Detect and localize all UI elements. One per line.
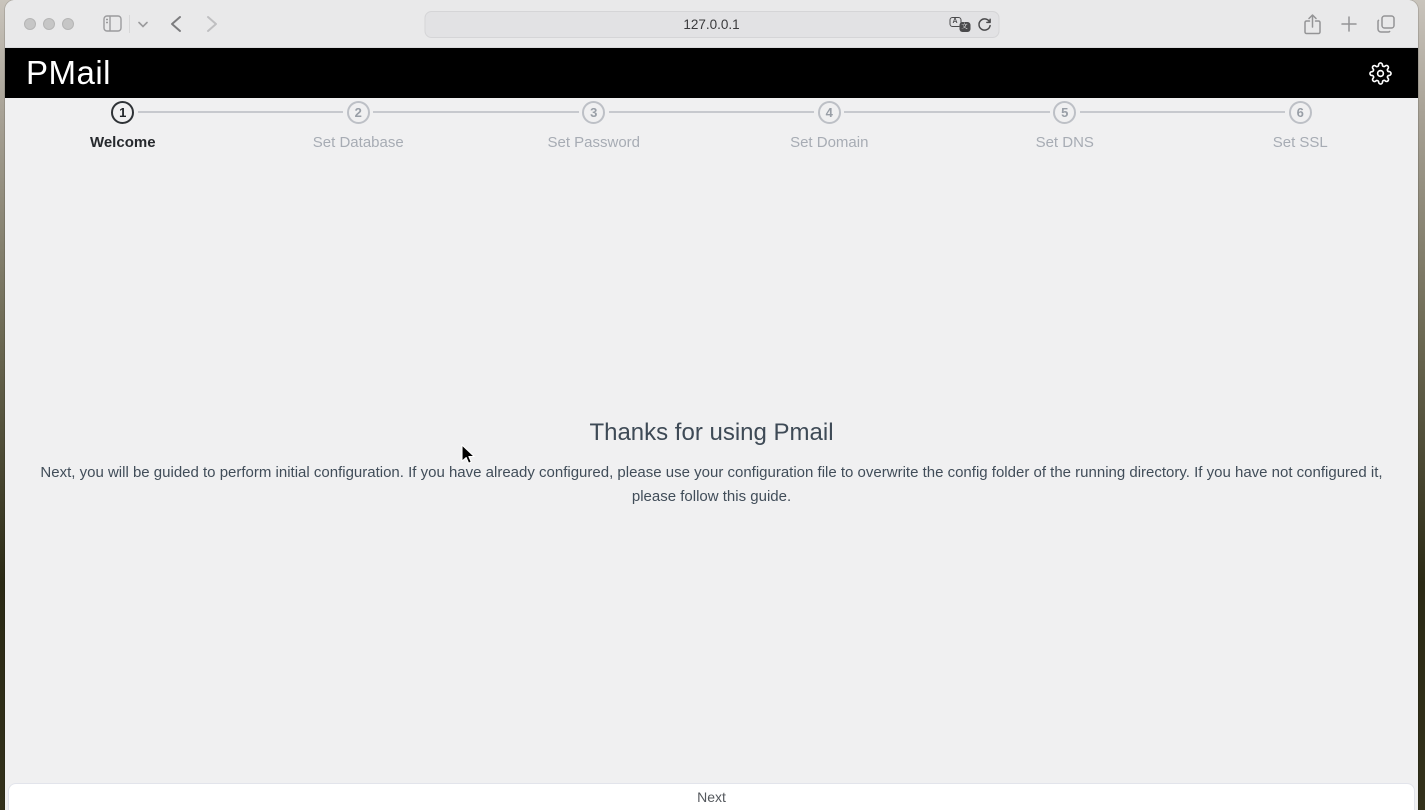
step-connector-line xyxy=(1080,111,1183,113)
new-tab-icon[interactable] xyxy=(1341,16,1357,32)
step-connector-line xyxy=(373,111,476,113)
app-logo: PMail xyxy=(26,54,112,91)
step-connector-line xyxy=(1183,111,1286,113)
step-connector-line xyxy=(712,111,815,113)
share-icon[interactable] xyxy=(1304,14,1321,35)
step-label: Set SSL xyxy=(1272,134,1328,151)
translate-icon[interactable]: A 文 xyxy=(949,17,970,32)
toolbar-divider xyxy=(129,15,130,33)
step-connector-line xyxy=(947,111,1050,113)
address-bar[interactable] xyxy=(424,11,999,38)
step-set-password xyxy=(476,98,712,151)
url-text: 127.0.0.1 xyxy=(683,17,740,32)
step-set-domain xyxy=(712,98,948,151)
step-set-database xyxy=(241,98,477,151)
welcome-panel xyxy=(5,419,1418,508)
step-label: Set DNS xyxy=(1035,134,1094,151)
step-label: Set Database xyxy=(312,134,404,151)
zoom-window-button[interactable] xyxy=(62,18,74,30)
step-connector-line xyxy=(138,111,241,113)
setup-wizard-page xyxy=(5,98,1418,810)
tabs-overview-icon[interactable] xyxy=(1376,14,1396,34)
chevron-down-icon[interactable] xyxy=(138,21,148,28)
step-number-badge: 3 xyxy=(582,101,605,124)
browser-toolbar xyxy=(5,0,1418,48)
back-button-icon[interactable] xyxy=(170,15,182,33)
step-connector-line xyxy=(844,111,947,113)
step-welcome xyxy=(5,98,241,151)
sidebar-toggle-icon[interactable] xyxy=(103,15,122,32)
step-number-badge: 5 xyxy=(1053,101,1076,124)
forward-button-icon[interactable] xyxy=(206,15,218,33)
settings-gear-icon[interactable] xyxy=(1369,62,1392,85)
step-connector-line xyxy=(476,111,579,113)
step-set-dns xyxy=(947,98,1183,151)
step-connector-line xyxy=(609,111,712,113)
browser-window xyxy=(5,0,1418,810)
step-number-badge: 4 xyxy=(818,101,841,124)
step-label: Welcome xyxy=(89,134,156,151)
welcome-title: Thanks for using Pmail xyxy=(589,419,834,446)
app-header xyxy=(5,48,1418,98)
close-window-button[interactable] xyxy=(24,18,36,30)
step-number-badge: 2 xyxy=(347,101,370,124)
step-number-badge: 6 xyxy=(1289,101,1312,124)
wizard-footer xyxy=(8,783,1415,810)
step-label: Set Password xyxy=(547,134,641,151)
next-button[interactable]: Next xyxy=(697,789,726,805)
setup-stepper xyxy=(5,98,1418,151)
step-number-badge: 1 xyxy=(111,101,134,124)
step-label: Set Domain xyxy=(790,134,869,151)
minimize-window-button[interactable] xyxy=(43,18,55,30)
reload-icon[interactable] xyxy=(977,17,991,32)
step-connector-line xyxy=(241,111,344,113)
step-set-ssl xyxy=(1183,98,1419,151)
window-controls xyxy=(24,18,74,30)
welcome-description: Next, you will be guided to perform initial configuration. If you have already configured, please use your configuration file to overwrite the config folder of the running directory. If you have not configured it, please follow this guide. xyxy=(40,464,1383,505)
